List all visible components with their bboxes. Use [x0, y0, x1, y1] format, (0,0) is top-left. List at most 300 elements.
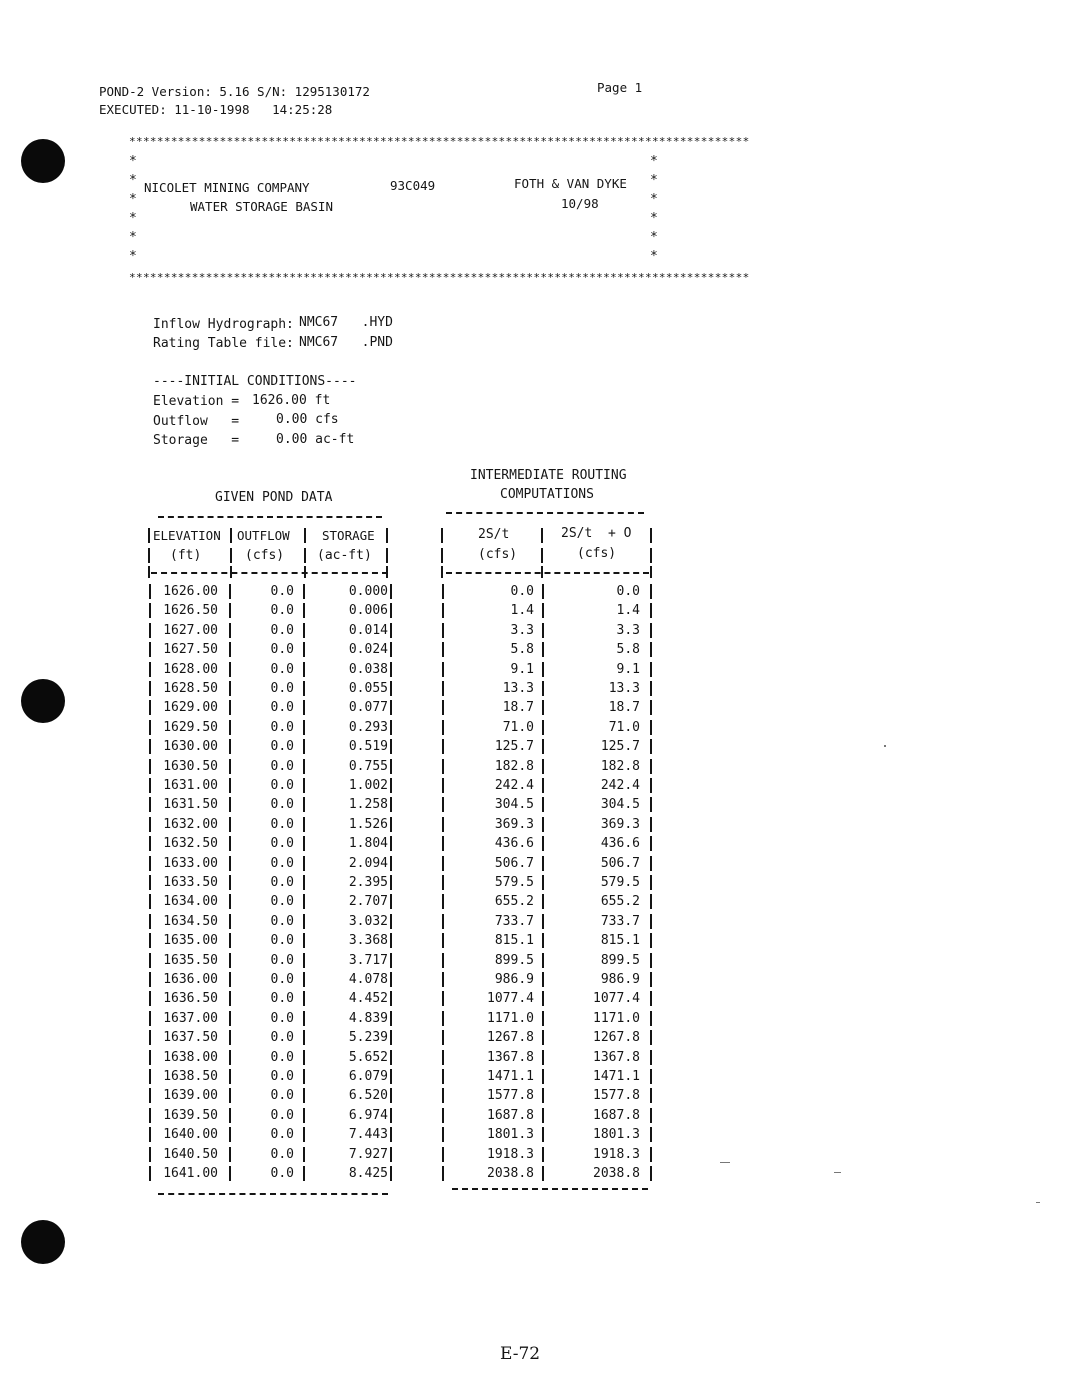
storage-cell: 2.395 [348, 875, 388, 890]
2s-t-cell: 1918.3 [487, 1146, 534, 1162]
outflow-cell: 0.0 [270, 681, 294, 696]
elevation-cell: 1627.50 [163, 642, 218, 658]
storage-cell: 2.094 [348, 855, 388, 871]
column-divider [390, 1069, 392, 1084]
column-divider [650, 1147, 652, 1162]
storage-cell: 0.024 [348, 642, 388, 658]
table-row [0, 912, 1068, 931]
2s-t-plus-o-cell: 1077.4 [593, 991, 640, 1007]
column-divider [390, 720, 392, 735]
column-divider [390, 894, 392, 909]
column-divider [390, 856, 392, 871]
2s-t-cell: 3.3 [510, 622, 534, 638]
storage-cell: 0.055 [348, 681, 388, 696]
2s-t-plus-o-cell: 2038.8 [593, 1166, 640, 1181]
elevation-cell: 1628.50 [163, 681, 218, 696]
elevation-cell: 1633.50 [163, 875, 218, 890]
scan-speck [1036, 1202, 1040, 1203]
column-divider [541, 566, 543, 578]
column-divider [230, 566, 232, 578]
column-divider [650, 836, 652, 851]
column-divider [390, 778, 392, 793]
column-divider [441, 548, 443, 563]
column-divider [650, 623, 652, 638]
2s-t-cell: 1077.4 [487, 991, 534, 1007]
outflow-column-header: OUTFLOW [237, 528, 290, 543]
2s-t-plus-o-cell: 182.8 [600, 758, 640, 774]
elevation-cell: 1637.50 [163, 1030, 218, 1046]
2s-t-cell: 733.7 [494, 913, 534, 929]
2s-t-cell: 506.7 [494, 855, 534, 871]
storage-cell: 4.078 [348, 972, 388, 987]
table-row [0, 815, 1068, 834]
storage-cell: 4.839 [348, 1010, 388, 1026]
2s-t-plus-o-cell: 899.5 [600, 952, 640, 968]
column-divider [650, 914, 652, 929]
outflow-cell: 0.0 [270, 1010, 294, 1026]
right-table-header-rule [446, 572, 649, 574]
column-divider [304, 548, 306, 563]
2s-t-plus-o-cell: 304.5 [600, 797, 640, 813]
2s-t-plus-o-cell: 1801.3 [593, 1127, 640, 1143]
routing-title-line2: COMPUTATIONS [500, 487, 594, 502]
banner-date: 10/98 [561, 196, 599, 211]
outflow-cell: 0.0 [270, 797, 294, 813]
outflow-cell: 0.0 [270, 991, 294, 1007]
2s-t-cell: 182.8 [494, 758, 534, 774]
table-row [0, 989, 1068, 1008]
outflow-cell: 0.0 [270, 875, 294, 890]
2s-t-cell: 2038.8 [487, 1166, 534, 1181]
column-divider [650, 759, 652, 774]
outflow-cell: 0.0 [270, 661, 294, 677]
column-divider [441, 528, 443, 543]
table-row [0, 776, 1068, 795]
column-divider [650, 548, 652, 563]
column-divider [650, 662, 652, 677]
storage-cell: 4.452 [348, 991, 388, 1007]
column-divider [390, 797, 392, 812]
column-divider [390, 1147, 392, 1162]
table-row [0, 1086, 1068, 1105]
2s-t-plus-o-cell: 1.4 [616, 603, 640, 619]
2s-t-cell: 9.1 [510, 661, 534, 677]
elevation-cell: 1640.00 [163, 1127, 218, 1143]
column-divider [390, 1030, 392, 1045]
2s-t-cell: 815.1 [494, 933, 534, 949]
column-divider [390, 1011, 392, 1026]
storage-cell: 3.368 [348, 933, 388, 949]
outflow-cell: 0.0 [270, 1166, 294, 1181]
outflow-cell: 0.0 [270, 933, 294, 949]
outflow-cell: 0.0 [270, 603, 294, 619]
column-divider [390, 817, 392, 832]
2s-t-plus-o-column-unit: (cfs) [577, 546, 617, 561]
column-divider [390, 953, 392, 968]
inflow-hydrograph-label: Inflow Hydrograph: [153, 317, 294, 332]
2s-t-plus-o-cell: 1577.8 [593, 1088, 640, 1104]
2s-t-cell: 71.0 [502, 719, 534, 735]
column-divider [650, 875, 652, 890]
column-divider [386, 548, 388, 563]
storage-cell: 5.239 [348, 1030, 388, 1046]
2s-t-column-header: 2S/t [478, 527, 510, 542]
elevation-cell: 1631.00 [163, 778, 218, 793]
elevation-cell: 1629.00 [163, 700, 218, 716]
column-divider [650, 1069, 652, 1084]
2s-t-cell: 304.5 [494, 797, 534, 813]
table-row [0, 679, 1068, 698]
column-divider [441, 566, 443, 578]
elevation-cell: 1634.50 [163, 913, 218, 929]
column-divider [390, 623, 392, 638]
2s-t-cell: 242.4 [494, 778, 534, 793]
column-divider [650, 894, 652, 909]
storage-cell: 5.652 [348, 1049, 388, 1065]
column-divider [650, 528, 652, 543]
outflow-cell: 0.0 [270, 1107, 294, 1123]
table-row [0, 970, 1068, 989]
column-divider [650, 1011, 652, 1026]
column-divider [390, 914, 392, 929]
storage-cell: 1.804 [348, 836, 388, 852]
column-divider [390, 739, 392, 754]
2s-t-plus-o-cell: 13.3 [608, 681, 640, 696]
outflow-cell: 0.0 [270, 642, 294, 658]
2s-t-plus-o-cell: 733.7 [600, 913, 640, 929]
column-divider [390, 1088, 392, 1103]
given-pond-data-title: GIVEN POND DATA [215, 490, 333, 505]
storage-cell: 3.717 [348, 952, 388, 968]
2s-t-plus-o-cell: 18.7 [608, 700, 640, 716]
column-divider [390, 584, 392, 599]
column-divider [390, 1108, 392, 1123]
2s-t-cell: 1577.8 [487, 1088, 534, 1104]
elevation-cell: 1633.00 [163, 855, 218, 871]
elevation-cell: 1637.00 [163, 1010, 218, 1026]
column-divider [148, 528, 150, 543]
elevation-column-header: ELEVATION [153, 528, 221, 543]
column-divider [390, 662, 392, 677]
elevation-cell: 1639.00 [163, 1088, 218, 1104]
2s-t-plus-o-cell: 125.7 [600, 739, 640, 755]
column-divider [390, 700, 392, 715]
table-row [0, 854, 1068, 873]
2s-t-plus-o-cell: 655.2 [600, 894, 640, 910]
elevation-cell: 1635.00 [163, 933, 218, 949]
outflow-cell: 0.0 [270, 758, 294, 774]
column-divider [650, 1166, 652, 1181]
storage-cell: 3.032 [348, 913, 388, 929]
column-divider [650, 817, 652, 832]
2s-t-plus-o-cell: 5.8 [616, 642, 640, 658]
column-divider [390, 875, 392, 890]
left-table-top-rule [158, 516, 382, 518]
storage-cell: 0.519 [348, 739, 388, 755]
storage-cell: 0.000 [348, 584, 388, 599]
2s-t-plus-o-cell: 242.4 [600, 778, 640, 793]
column-divider [390, 836, 392, 851]
elevation-cell: 1627.00 [163, 622, 218, 638]
outflow-cell: 0.0 [270, 952, 294, 968]
banner-star-border-left: * * * * * * [129, 154, 137, 264]
2s-t-plus-o-column-header: 2S/t + O [561, 526, 632, 541]
column-divider [650, 584, 652, 599]
table-row [0, 582, 1068, 601]
2s-t-plus-o-cell: 0.0 [616, 584, 640, 599]
2s-t-plus-o-cell: 1687.8 [593, 1107, 640, 1123]
column-divider [390, 759, 392, 774]
basin-name: WATER STORAGE BASIN [190, 199, 333, 214]
elevation-column-unit: (ft) [170, 548, 202, 563]
table-row [0, 873, 1068, 892]
2s-t-cell: 1687.8 [487, 1107, 534, 1123]
column-divider [650, 739, 652, 754]
2s-t-cell: 1471.1 [487, 1069, 534, 1084]
table-row [0, 601, 1068, 620]
elevation-cell: 1632.50 [163, 836, 218, 852]
storage-cell: 0.006 [348, 603, 388, 619]
initial-elevation-value: 1626.00 ft [252, 393, 331, 408]
storage-cell: 7.443 [348, 1127, 388, 1143]
2s-t-plus-o-cell: 71.0 [608, 719, 640, 735]
banner-star-border-top: ***************************************************************************************** [129, 135, 750, 148]
elevation-cell: 1631.50 [163, 797, 218, 813]
outflow-cell: 0.0 [270, 1069, 294, 1084]
storage-column-header: STORAGE [322, 528, 375, 543]
initial-outflow-value: 0.00 cfs [276, 412, 339, 427]
table-row [0, 1028, 1068, 1047]
2s-t-column-unit: (cfs) [478, 547, 518, 562]
outflow-column-unit: (cfs) [245, 548, 285, 563]
table-row [0, 1009, 1068, 1028]
outflow-cell: 0.0 [270, 1127, 294, 1143]
table-row [0, 1125, 1068, 1144]
storage-column-unit: (ac-ft) [317, 548, 372, 563]
2s-t-cell: 899.5 [494, 952, 534, 968]
2s-t-cell: 125.7 [494, 739, 534, 755]
elevation-cell: 1639.50 [163, 1107, 218, 1123]
2s-t-plus-o-cell: 506.7 [600, 855, 640, 871]
outflow-cell: 0.0 [270, 816, 294, 832]
column-divider [650, 1108, 652, 1123]
elevation-cell: 1638.00 [163, 1049, 218, 1065]
table-row [0, 1067, 1068, 1086]
footer-page-label: E-72 [500, 1344, 541, 1364]
elevation-cell: 1640.50 [163, 1146, 218, 1162]
column-divider [650, 642, 652, 657]
elevation-cell: 1638.50 [163, 1069, 218, 1084]
outflow-cell: 0.0 [270, 1088, 294, 1104]
storage-cell: 6.079 [348, 1069, 388, 1084]
outflow-cell: 0.0 [270, 700, 294, 716]
elevation-cell: 1632.00 [163, 816, 218, 832]
banner-star-border-bottom: ***************************************************************************************** [129, 271, 750, 284]
table-row [0, 795, 1068, 814]
column-divider [650, 681, 652, 696]
elevation-cell: 1626.00 [163, 584, 218, 599]
elevation-cell: 1626.50 [163, 603, 218, 619]
storage-cell: 1.526 [348, 816, 388, 832]
outflow-cell: 0.0 [270, 972, 294, 987]
table-row [0, 621, 1068, 640]
2s-t-plus-o-cell: 815.1 [600, 933, 640, 949]
initial-conditions-title: ----INITIAL CONDITIONS---- [153, 374, 357, 389]
column-divider [650, 1050, 652, 1065]
2s-t-cell: 1.4 [510, 603, 534, 619]
column-divider [390, 642, 392, 657]
outflow-cell: 0.0 [270, 1030, 294, 1046]
routing-title-line1: INTERMEDIATE ROUTING [470, 468, 627, 483]
left-table-header-rule [151, 572, 388, 574]
storage-cell: 8.425 [348, 1166, 388, 1181]
column-divider [650, 933, 652, 948]
column-divider [304, 528, 306, 543]
outflow-cell: 0.0 [270, 913, 294, 929]
pond-data-table [0, 582, 1068, 1192]
2s-t-cell: 986.9 [494, 972, 534, 987]
rating-table-label: Rating Table file: [153, 336, 294, 351]
initial-storage-label: Storage = [153, 433, 240, 448]
column-divider [650, 856, 652, 871]
column-divider [230, 528, 232, 543]
column-divider [650, 700, 652, 715]
2s-t-cell: 1171.0 [487, 1010, 534, 1026]
outflow-cell: 0.0 [270, 836, 294, 852]
2s-t-cell: 13.3 [502, 681, 534, 696]
right-table-top-rule [446, 512, 644, 514]
project-number: 93C049 [390, 178, 436, 193]
column-divider [390, 1050, 392, 1065]
table-row [0, 892, 1068, 911]
table-row [0, 1145, 1068, 1164]
column-divider [390, 603, 392, 618]
program-version-line: POND-2 Version: 5.16 S/N: 1295130172 [99, 84, 370, 99]
left-table-bottom-rule [158, 1193, 388, 1195]
elevation-cell: 1628.00 [163, 661, 218, 677]
table-row [0, 951, 1068, 970]
outflow-cell: 0.0 [270, 855, 294, 871]
column-divider [650, 720, 652, 735]
elevation-cell: 1634.00 [163, 894, 218, 910]
elevation-cell: 1635.50 [163, 952, 218, 968]
elevation-cell: 1636.50 [163, 991, 218, 1007]
2s-t-cell: 1367.8 [487, 1049, 534, 1065]
2s-t-cell: 0.0 [510, 584, 534, 599]
2s-t-plus-o-cell: 1367.8 [593, 1049, 640, 1065]
column-divider [650, 1127, 652, 1142]
column-divider [541, 528, 543, 543]
2s-t-plus-o-cell: 1171.0 [593, 1010, 640, 1026]
storage-cell: 1.258 [348, 797, 388, 813]
2s-t-plus-o-cell: 9.1 [616, 661, 640, 677]
table-row [0, 1164, 1068, 1183]
storage-cell: 0.014 [348, 622, 388, 638]
2s-t-plus-o-cell: 436.6 [600, 836, 640, 852]
storage-cell: 0.077 [348, 700, 388, 716]
2s-t-plus-o-cell: 986.9 [600, 972, 640, 987]
column-divider [148, 566, 150, 578]
column-divider [390, 933, 392, 948]
2s-t-plus-o-cell: 1918.3 [593, 1146, 640, 1162]
storage-cell: 6.520 [348, 1088, 388, 1104]
column-divider [650, 953, 652, 968]
column-divider [650, 1088, 652, 1103]
column-divider [390, 991, 392, 1006]
elevation-cell: 1636.00 [163, 972, 218, 987]
table-row [0, 1106, 1068, 1125]
table-row [0, 737, 1068, 756]
elevation-cell: 1629.50 [163, 719, 218, 735]
column-divider [386, 528, 388, 543]
2s-t-plus-o-cell: 1267.8 [593, 1030, 640, 1046]
2s-t-cell: 5.8 [510, 642, 534, 658]
column-divider [541, 548, 543, 563]
2s-t-cell: 369.3 [494, 816, 534, 832]
table-row [0, 931, 1068, 950]
column-divider [148, 548, 150, 563]
elevation-cell: 1641.00 [163, 1166, 218, 1181]
executed-line: EXECUTED: 11-10-1998 14:25:28 [99, 102, 333, 117]
2s-t-cell: 436.6 [494, 836, 534, 852]
table-row [0, 757, 1068, 776]
table-row [0, 698, 1068, 717]
2s-t-cell: 655.2 [494, 894, 534, 910]
company-name: NICOLET MINING COMPANY [144, 180, 310, 195]
outflow-cell: 0.0 [270, 1049, 294, 1065]
binder-hole-top [21, 139, 65, 183]
column-divider [230, 548, 232, 563]
outflow-cell: 0.0 [270, 719, 294, 735]
storage-cell: 0.293 [348, 719, 388, 735]
table-row [0, 660, 1068, 679]
column-divider [650, 972, 652, 987]
2s-t-cell: 579.5 [494, 875, 534, 890]
storage-cell: 0.755 [348, 758, 388, 774]
2s-t-cell: 1267.8 [487, 1030, 534, 1046]
elevation-cell: 1630.50 [163, 758, 218, 774]
table-row [0, 1048, 1068, 1067]
table-row [0, 834, 1068, 853]
inflow-hydrograph-file: NMC67 .HYD [299, 315, 393, 330]
column-divider [390, 1166, 392, 1181]
binder-hole-bottom [21, 1220, 65, 1264]
outflow-cell: 0.0 [270, 622, 294, 638]
elevation-cell: 1630.00 [163, 739, 218, 755]
column-divider [650, 797, 652, 812]
column-divider [304, 566, 306, 578]
column-divider [650, 991, 652, 1006]
2s-t-cell: 18.7 [502, 700, 534, 716]
initial-outflow-label: Outflow = [153, 414, 240, 429]
outflow-cell: 0.0 [270, 778, 294, 793]
storage-cell: 7.927 [348, 1146, 388, 1162]
storage-cell: 0.038 [348, 661, 388, 677]
initial-elevation-label: Elevation = [153, 394, 240, 409]
firm-name: FOTH & VAN DYKE [514, 176, 627, 191]
page-number: Page 1 [597, 80, 643, 95]
storage-cell: 1.002 [348, 778, 388, 793]
2s-t-plus-o-cell: 1471.1 [593, 1069, 640, 1084]
2s-t-plus-o-cell: 369.3 [600, 816, 640, 832]
storage-cell: 6.974 [348, 1107, 388, 1123]
storage-cell: 2.707 [348, 894, 388, 910]
column-divider [650, 566, 652, 578]
column-divider [650, 778, 652, 793]
2s-t-cell: 1801.3 [487, 1127, 534, 1143]
column-divider [650, 603, 652, 618]
outflow-cell: 0.0 [270, 584, 294, 599]
